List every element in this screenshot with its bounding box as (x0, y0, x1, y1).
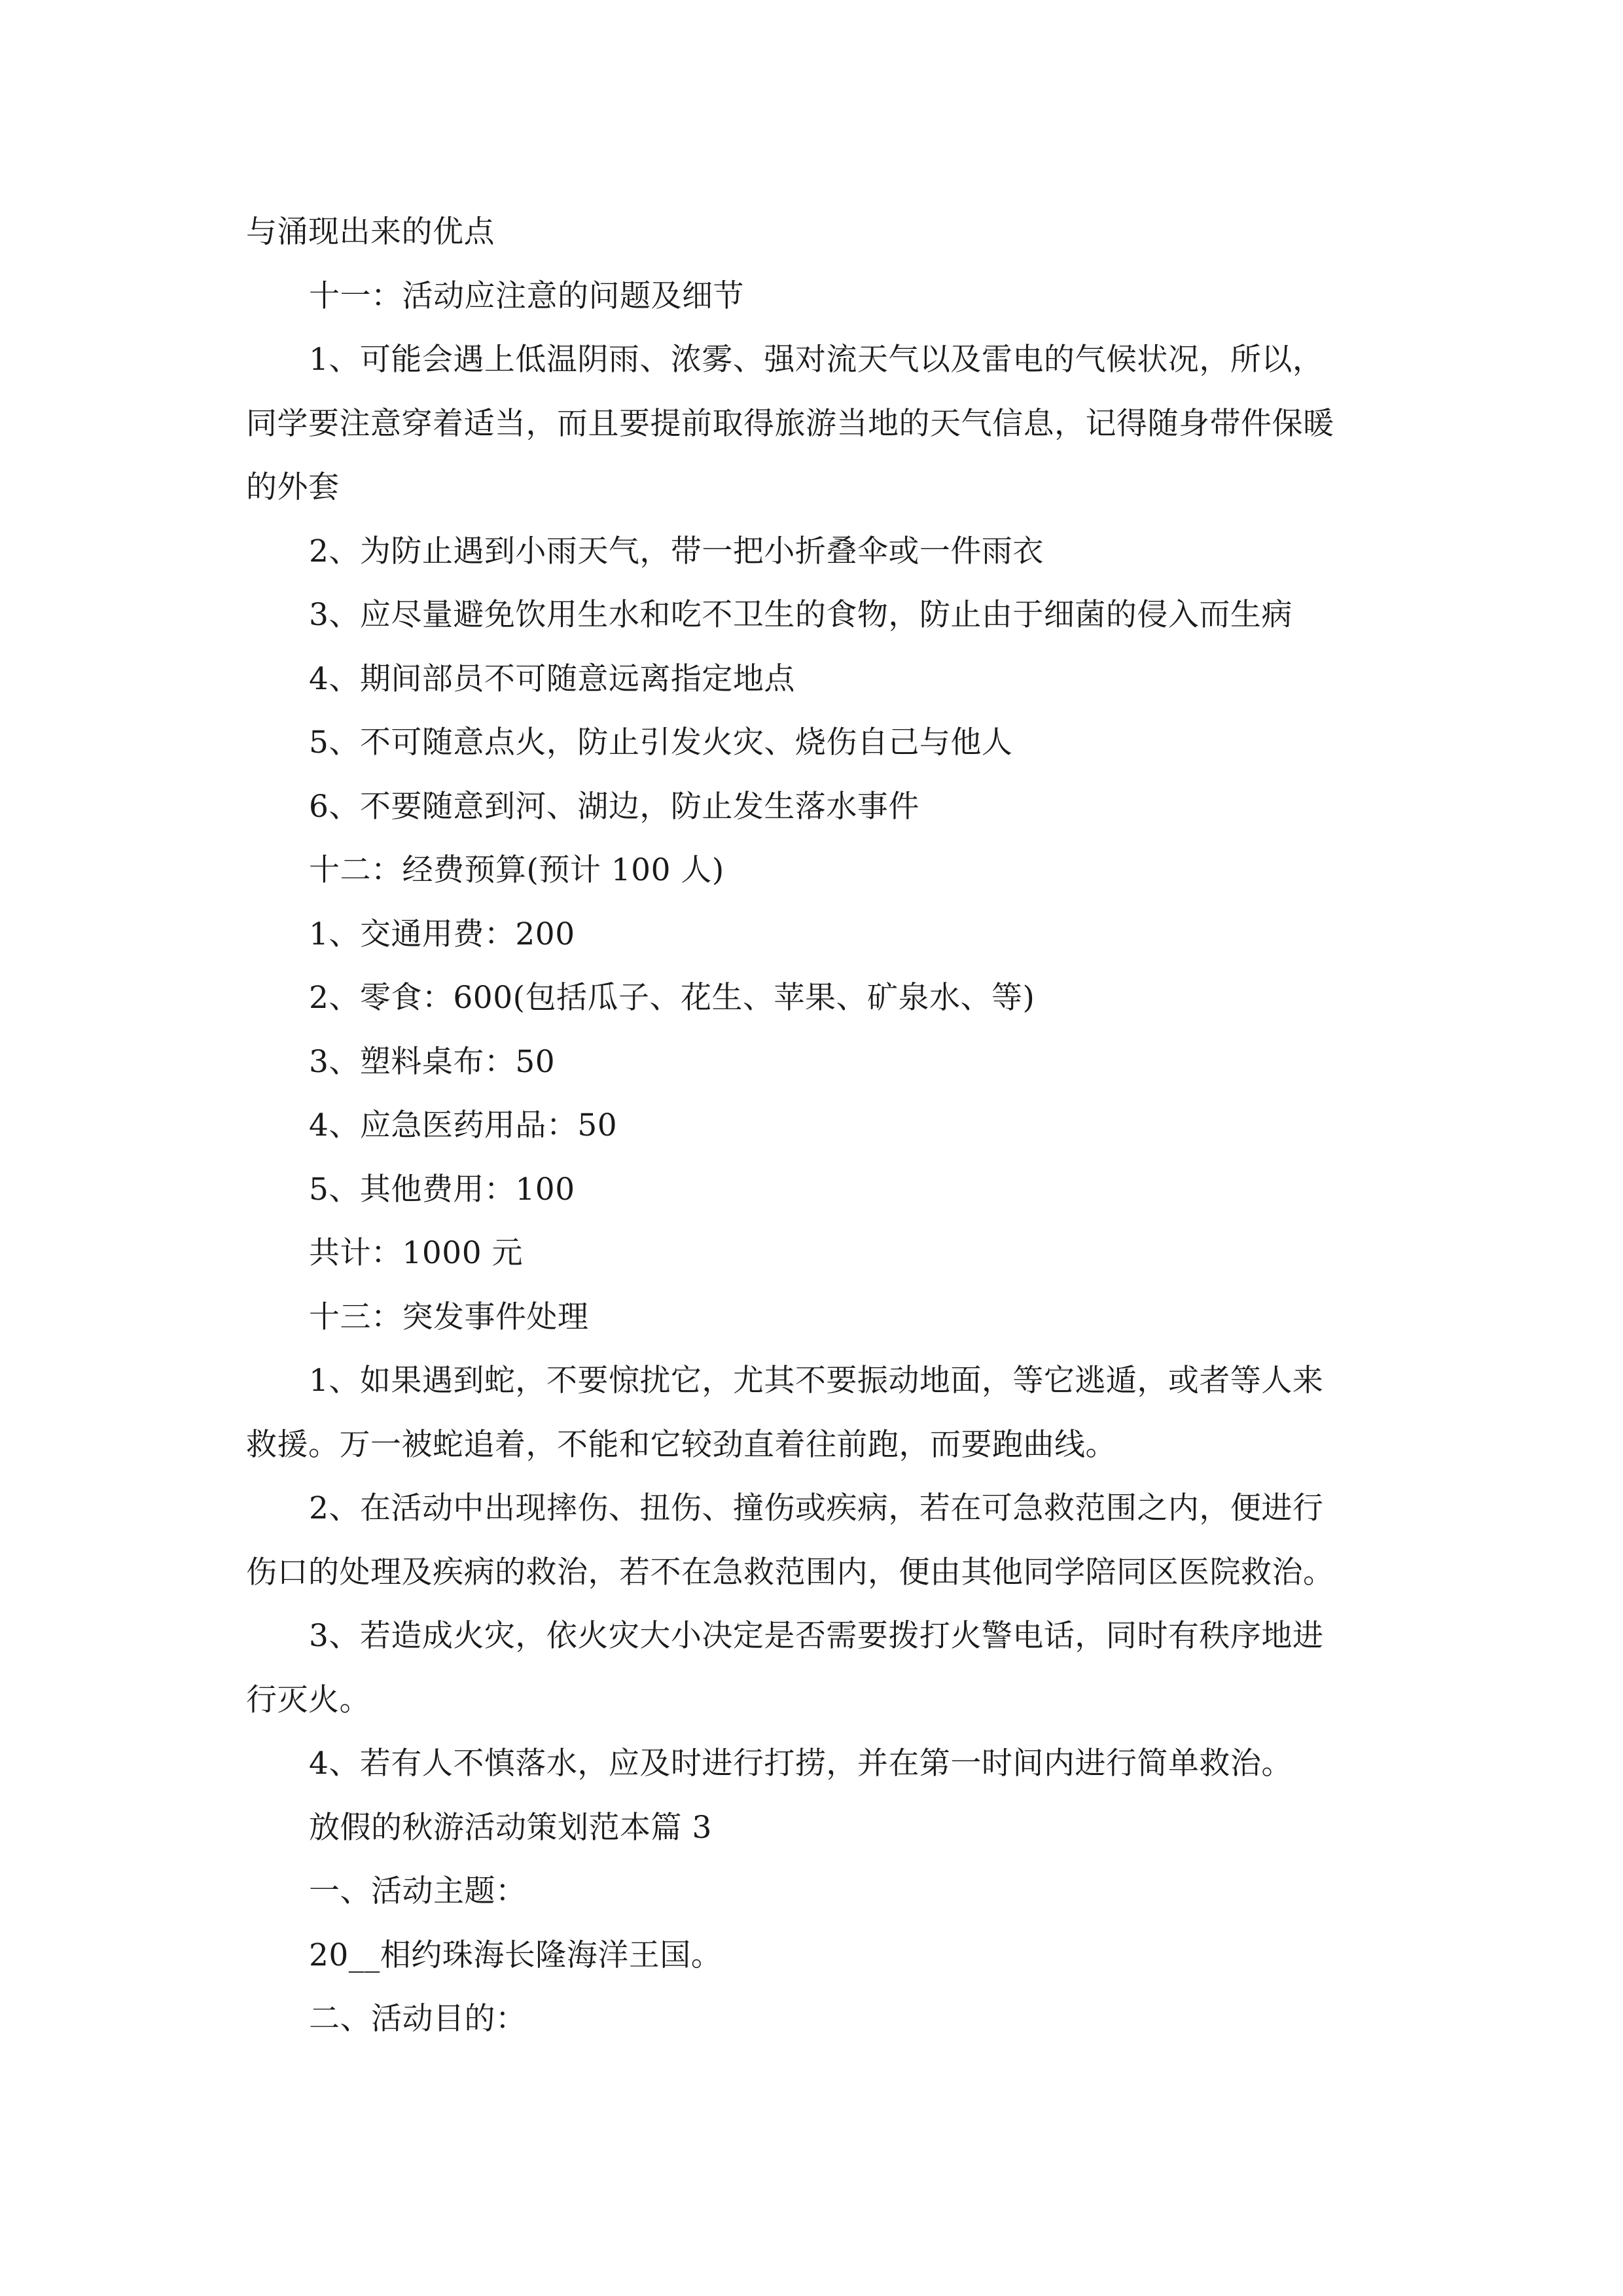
text-line: 同学要注意穿着适当，而且要提前取得旅游当地的天气信息，记得随身带件保暖 (246, 405, 1334, 442)
section-heading: 二、活动目的： (309, 2001, 527, 2037)
text-line: 行灭火。 (246, 1681, 370, 1718)
text-line: 救援。万一被蛇追着，不能和它较劲直着往前跑，而要跑曲线。 (246, 1426, 1116, 1463)
budget-item: 1、交通用费：200 (309, 916, 575, 952)
budget-item: 4、应急医药用品：50 (309, 1107, 618, 1143)
section-heading: 十一：活动应注意的问题及细节 (309, 278, 744, 314)
document-body (246, 200, 1398, 2051)
text-line: 的外套 (246, 469, 340, 505)
text-line: 20__相约珠海长隆海洋王国。 (309, 1937, 722, 1973)
text-line: 3、若造成火灾，依火灾大小决定是否需要拨打火警电话，同时有秩序地进 (309, 1618, 1324, 1654)
text-line: 与涌现出来的优点 (246, 214, 495, 250)
text-line: 6、不要随意到河、湖边，防止发生落水事件 (309, 788, 919, 825)
section-heading: 一、活动主题： (309, 1873, 527, 1909)
text-line: 伤口的处理及疾病的救治，若不在急救范围内，便由其他同学陪同区医院救治。 (246, 1554, 1334, 1590)
budget-item: 2、零食：600(包括瓜子、花生、苹果、矿泉水、等) (309, 980, 1035, 1016)
section-heading: 十三：突发事件处理 (309, 1299, 589, 1335)
budget-item: 5、其他费用：100 (309, 1171, 575, 1208)
text-line: 1、如果遇到蛇，不要惊扰它，尤其不要振动地面，等它逃遁，或者等人来 (309, 1363, 1324, 1399)
budget-total: 共计：1000 元 (309, 1235, 524, 1271)
text-line: 4、若有人不慎落水，应及时进行打捞，并在第一时间内进行简单救治。 (309, 1746, 1293, 1782)
text-line: 2、为防止遇到小雨天气，带一把小折叠伞或一件雨衣 (309, 533, 1044, 569)
text-line: 3、应尽量避免饮用生水和吃不卫生的食物，防止由于细菌的侵入而生病 (309, 597, 1293, 633)
text-line: 5、不可随意点火，防止引发火灾、烧伤自己与他人 (309, 725, 1013, 761)
budget-item: 3、塑料桌布：50 (309, 1043, 556, 1080)
text-line: 1、可能会遇上低温阴雨、浓雾、强对流天气以及雷电的气候状况，所以， (309, 342, 1324, 378)
text-line: 2、在活动中出现摔伤、扭伤、撞伤或疾病，若在可急救范围之内，便进行 (309, 1490, 1324, 1526)
text-line: 4、期间部员不可随意远离指定地点 (309, 660, 795, 697)
section-heading: 十二：经费预算(预计 100 人) (309, 852, 724, 888)
article-title: 放假的秋游活动策划范本篇 3 (309, 1809, 712, 1846)
